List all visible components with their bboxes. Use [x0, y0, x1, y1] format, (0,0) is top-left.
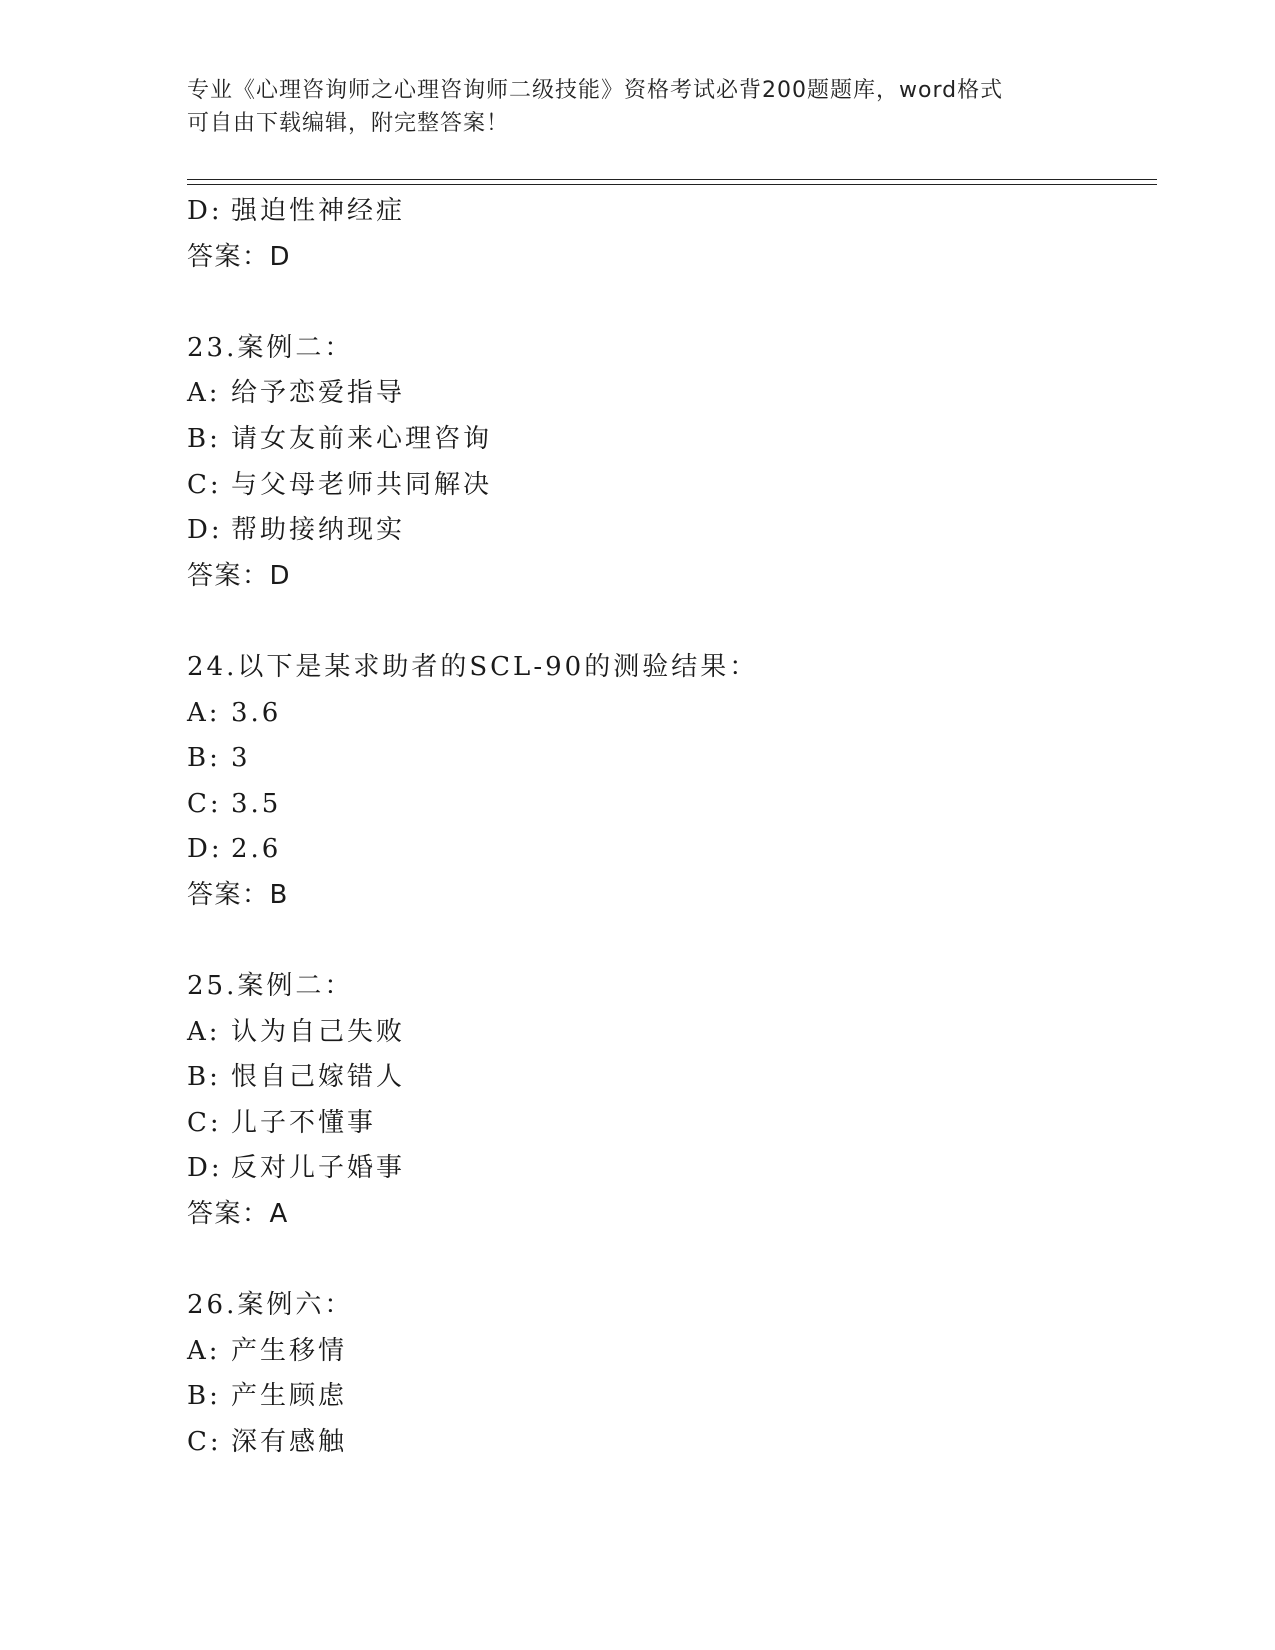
- option-text: 反对儿子婚事: [231, 1153, 406, 1184]
- header-line-2: 可自由下载编辑，附完整答案！: [187, 111, 510, 136]
- header-rule-top: [187, 179, 1157, 180]
- spacer: [187, 280, 1167, 326]
- option-text: 产生移情: [231, 1335, 348, 1366]
- option-letter: C:: [187, 1427, 222, 1458]
- question-24: [187, 645, 1167, 919]
- option-letter: C:: [187, 788, 222, 819]
- option-letter: B:: [187, 1062, 221, 1093]
- question-title: 24.以下是某求助者的SCL-90的测验结果：: [187, 651, 759, 682]
- option-text: 3: [231, 743, 251, 774]
- option-letter: A:: [187, 1016, 221, 1047]
- spacer: [187, 1238, 1167, 1284]
- option-letter: D:: [187, 834, 223, 865]
- option-letter: B:: [187, 423, 221, 454]
- option-letter: A:: [187, 378, 221, 409]
- option-text: 与父母老师共同解决: [231, 469, 493, 500]
- question-23: [187, 326, 1167, 600]
- spacer: [187, 919, 1167, 965]
- option-letter: A:: [187, 1335, 221, 1366]
- question-22-continued: [187, 189, 1167, 280]
- option-d: [187, 827, 1167, 873]
- option-text: 认为自己失败: [231, 1016, 406, 1047]
- answer-line: 答案：D: [187, 241, 292, 272]
- option-letter: D:: [187, 1153, 223, 1184]
- option-text: 恨自己嫁错人: [231, 1062, 406, 1093]
- option-text: 3.5: [231, 788, 282, 819]
- question-title: 26.案例六：: [187, 1290, 354, 1321]
- option-letter: C:: [187, 1107, 222, 1138]
- header-rule-bottom: [187, 184, 1157, 185]
- option-letter: D:: [187, 196, 223, 226]
- option-letter: C:: [187, 469, 222, 500]
- spacer: [187, 599, 1167, 645]
- option-text: 产生顾虑: [231, 1381, 348, 1412]
- option-text: 儿子不懂事: [231, 1107, 377, 1138]
- header-line-1: 专业《心理咨询师之心理咨询师二级技能》资格考试必背200题题库，word格式: [187, 78, 1004, 103]
- option-b: [187, 1374, 1167, 1420]
- answer-line: 答案：A: [187, 1199, 289, 1230]
- question-26: [187, 1283, 1167, 1465]
- option-text: 请女友前来心理咨询: [231, 423, 493, 454]
- question-title: 25.案例二：: [187, 971, 354, 1002]
- option-text: 3.6: [231, 697, 282, 728]
- option-letter: B:: [187, 743, 221, 774]
- option-c: [187, 1420, 1167, 1466]
- answer-line: 答案：D: [187, 560, 292, 591]
- option-c: [187, 1101, 1167, 1147]
- option-a: [187, 691, 1167, 737]
- option-letter: B:: [187, 1381, 221, 1412]
- option-text: 强迫性神经症: [231, 196, 406, 226]
- document-header: [187, 74, 1067, 140]
- answer-line: 答案：B: [187, 879, 289, 910]
- option-a: [187, 1329, 1167, 1375]
- question-list: [187, 189, 1167, 1466]
- option-b: [187, 736, 1167, 782]
- option-d: [187, 189, 1167, 235]
- question-25: [187, 964, 1167, 1238]
- option-letter: D:: [187, 515, 223, 546]
- option-b: [187, 417, 1167, 463]
- option-text: 帮助接纳现实: [231, 515, 406, 546]
- option-text: 2.6: [231, 834, 282, 865]
- option-c: [187, 782, 1167, 828]
- option-text: 给予恋爱指导: [231, 378, 406, 409]
- option-b: [187, 1055, 1167, 1101]
- option-a: [187, 371, 1167, 417]
- option-letter: A:: [187, 697, 221, 728]
- option-text: 深有感触: [231, 1427, 348, 1458]
- option-d: [187, 1146, 1167, 1192]
- option-c: [187, 463, 1167, 509]
- option-d: [187, 508, 1167, 554]
- option-a: [187, 1010, 1167, 1056]
- question-title: 23.案例二：: [187, 332, 354, 363]
